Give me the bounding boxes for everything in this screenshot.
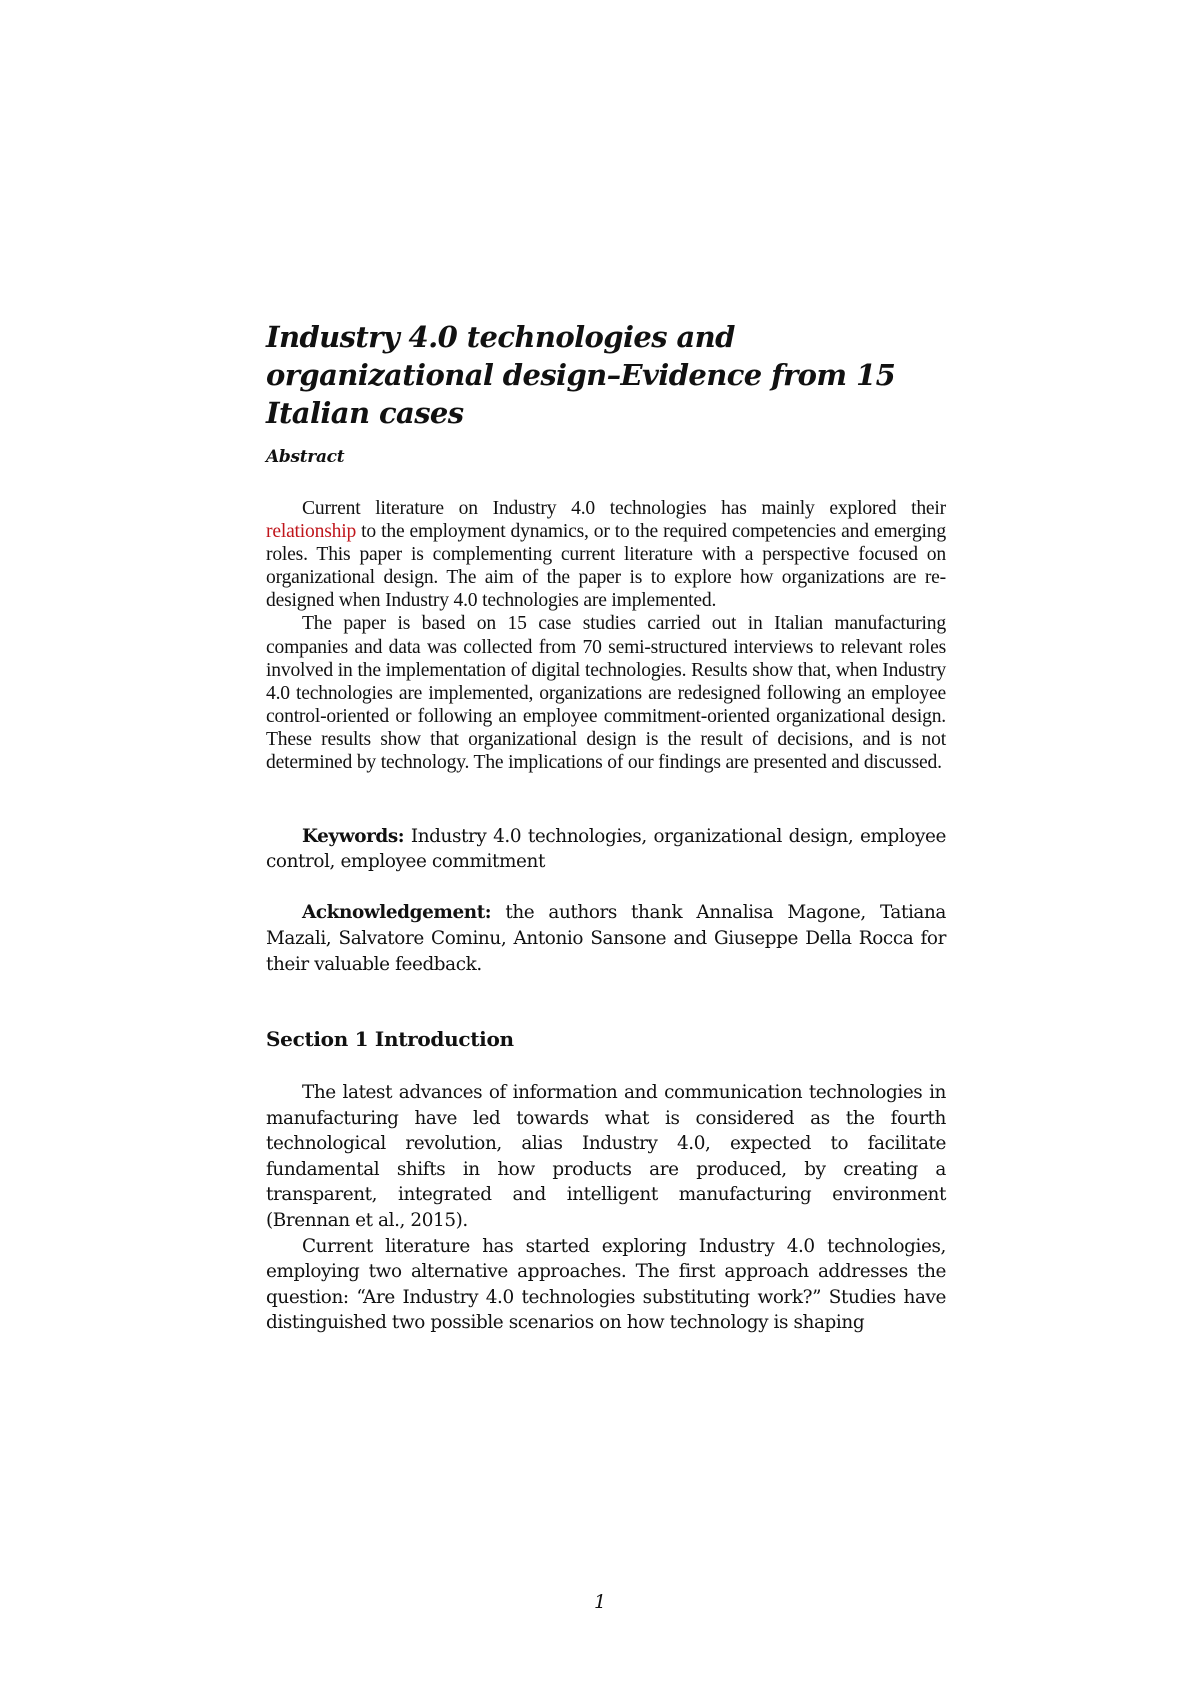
- intro-paragraph-1: The latest advances of information and communication technologies in manufacturing have led towards what is considered as the fourth technological revolution, alias Industry 4.0, expected to facilitate fundamental shifts in how products are produced, by creating a transparent, integrated and intelligent manufacturing environment (Brennan et al., 2015).: [266, 1082, 946, 1231]
- abstract-paragraph-1: [266, 497, 946, 612]
- abstract-paragraph-2: The paper is based on 15 case studies carried out in Italian manufacturing companies and data was collected from 70 semi-structured interviews to relevant roles involved in the implementation of digital technologies. Results show that, when Industry 4.0 technologies are implemented, organizations are redesigned following an employee control-oriented or following an employee commitment-oriented organizational design. These results show that organizational design is the result of decisions, and is not determined by technology. The implications of our findings are presented and discussed.: [266, 613, 946, 774]
- acknowledgement-label: Acknowledgement:: [302, 902, 492, 923]
- highlighted-word: relationship: [266, 521, 357, 543]
- keywords: [266, 824, 946, 874]
- acknowledgement: [266, 900, 946, 978]
- keywords-text: Industry 4.0 technologies, organizational design, employee control, employee commitment: [266, 826, 946, 872]
- abstract-p1-end: to the employment dynamics, or to the required competencies and emerging roles. This paper is complementing current literature with a perspective focused on organizational design. The aim of the paper is to explore how organizations are re-designed when Industry 4.0 technologies are implemented.: [266, 521, 946, 612]
- abstract-body: [266, 497, 946, 774]
- introduction-body: [266, 1080, 946, 1336]
- abstract-p1-start: Current literature on Industry 4.0 technologies has mainly explored their: [302, 498, 946, 519]
- abstract-heading: Abstract: [266, 447, 345, 467]
- intro-paragraph-2: Current literature has started exploring Industry 4.0 technologies, employing two alternative approaches. The first approach addresses the question: “Are Industry 4.0 technologies substituting work?” Studies have distinguished two possible scenarios on how technology is shaping: [266, 1235, 946, 1334]
- acknowledgement-text: the authors thank Annalisa Magone, Tatiana Mazali, Salvatore Cominu, Antonio Sansone and Giuseppe Della Rocca for their valuable feedback.: [266, 902, 946, 975]
- paper-title: Industry 4.0 technologies and organizational design–Evidence from 15 Italian cases: [266, 320, 896, 430]
- keywords-label: Keywords:: [302, 826, 405, 847]
- page-number: 1: [593, 1591, 607, 1613]
- section-heading: Section 1 Introduction: [266, 1027, 514, 1051]
